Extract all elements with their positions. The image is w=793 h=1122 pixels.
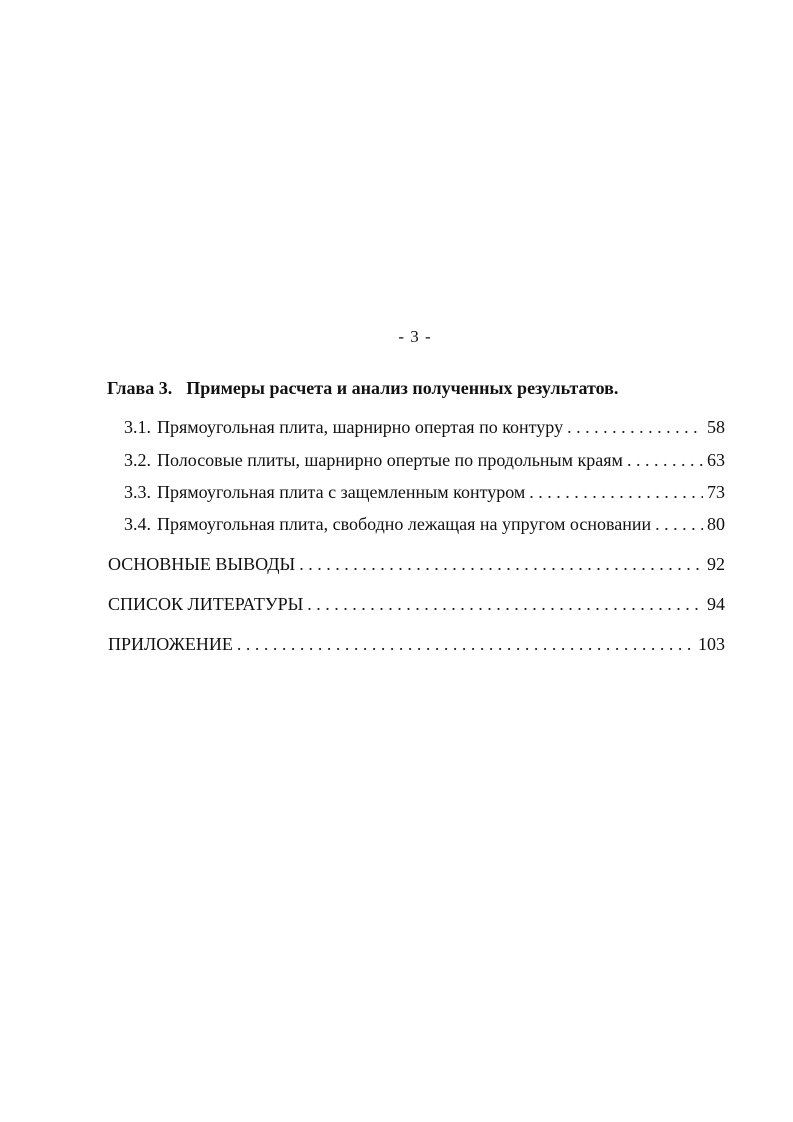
dot-leader <box>567 417 703 438</box>
toc-entry-3-2[interactable] <box>124 450 725 471</box>
toc-entry-page: 63 <box>707 450 725 470</box>
toc-entry-title <box>124 514 651 535</box>
toc-entry-page: 58 <box>707 417 725 437</box>
toc-entry-references[interactable] <box>108 594 725 615</box>
toc-entry-title: ОСНОВНЫЕ ВЫВОДЫ <box>108 554 296 574</box>
toc-entry-title: ПРИЛОЖЕНИЕ <box>108 634 233 654</box>
toc-entry-conclusions[interactable] <box>108 554 725 575</box>
toc-entry-number: 3.1. <box>124 417 151 437</box>
toc-entry-page: 94 <box>707 594 725 614</box>
toc-entry-title <box>124 450 623 471</box>
toc-entry-3-3[interactable] <box>124 482 725 503</box>
toc-entry-text: Прямоугольная плита с защемленным контуром <box>157 482 526 502</box>
chapter-number: Глава 3. <box>107 378 173 398</box>
dot-leader <box>529 482 703 503</box>
toc-entry-page: 92 <box>707 554 725 574</box>
toc-entry-text: Прямоугольная плита, свободно лежащая на упругом основании <box>157 514 652 534</box>
dot-leader <box>627 450 703 471</box>
toc-entry-title <box>124 482 525 503</box>
toc-entry-3-1[interactable] <box>124 417 725 438</box>
toc-entry-text: Прямоугольная плита, шарнирно опертая по контуру <box>157 417 564 437</box>
toc-entry-number: 3.2. <box>124 450 151 470</box>
chapter-title: Примеры расчета и анализ полученных результатов. <box>186 378 619 398</box>
toc-entry-page: 103 <box>698 634 725 654</box>
chapter-heading <box>107 378 618 399</box>
dot-leader <box>307 594 703 615</box>
toc-entry-text: Полосовые плиты, шарнирно опертые по продольным краям <box>157 450 623 470</box>
toc-entry-title <box>124 417 563 438</box>
toc-entry-page: 80 <box>707 514 725 534</box>
toc-entry-page: 73 <box>707 482 725 502</box>
page-number: - 3 - <box>398 327 432 346</box>
toc-entry-3-4[interactable] <box>124 514 725 535</box>
toc-entry-title: СПИСОК ЛИТЕРАТУРЫ <box>108 594 304 614</box>
toc-entry-appendix[interactable] <box>108 634 725 655</box>
dot-leader <box>655 514 703 535</box>
toc-entry-number: 3.3. <box>124 482 151 502</box>
toc-entry-number: 3.4. <box>124 514 151 534</box>
dot-leader <box>237 634 694 655</box>
dot-leader <box>299 554 703 575</box>
